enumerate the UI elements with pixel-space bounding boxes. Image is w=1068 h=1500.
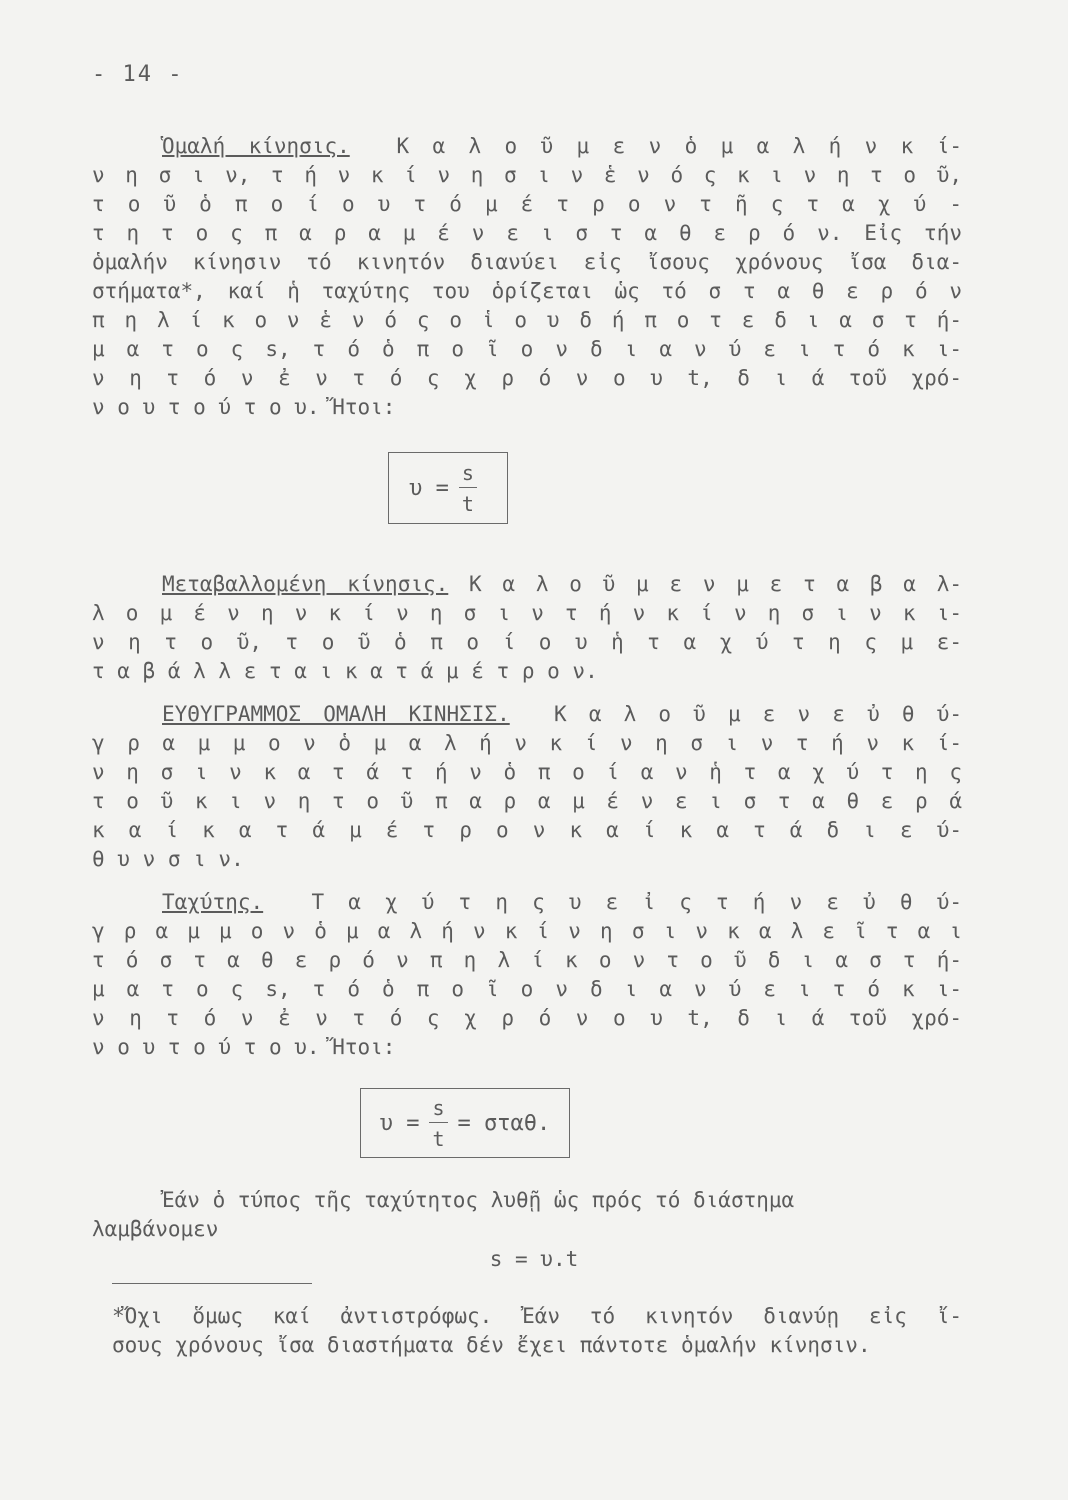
paragraph-velocity xyxy=(92,888,962,1062)
paragraph-variable-motion xyxy=(92,570,962,686)
formula-box-velocity xyxy=(388,452,508,524)
text-line: κ α ί κ α τ ά μ έ τ ρ ο ν κ α ί κ α τ ά δ ι ε ύ- xyxy=(92,818,962,842)
text-line: ν η σ ι ν κ α τ ά τ ή ν ὁ π ο ί α ν ἡ τ α χ ύ τ η ς xyxy=(92,760,962,784)
formula-box-velocity-constant xyxy=(360,1088,570,1158)
section-heading: ΕΥΘΥΓΡΑΜΜΟΣ ΟΜΑΛΗ ΚΙΝΗΣΙΣ. xyxy=(162,702,510,726)
text-line: τ ο ῦ ὁ π ο ί ο υ τ ό μ έ τ ρ ο ν τ ῆ ς τ α χ ύ - xyxy=(92,192,962,216)
text-line: τ η τ ο ς π α ρ α μ έ ν ε ι σ τ α θ ε ρ ό ν. Εἰς τήν xyxy=(92,221,962,245)
paragraph-solve-for-distance xyxy=(92,1186,962,1244)
text-line: ν η σ ι ν, τ ή ν κ ί ν η σ ι ν ἑ ν ό ς κ ι ν η τ ο ῦ, xyxy=(92,163,962,187)
paragraph-rectilinear-uniform-motion xyxy=(92,700,962,874)
text-line: μ α τ ο ς s, τ ό ὁ π ο ῖ ο ν δ ι α ν ύ ε ι τ ό κ ι- xyxy=(92,977,962,1001)
text-line: λαμβάνομεν xyxy=(92,1217,219,1241)
text-line: Μεταβαλλομένη κίνησις. Κ α λ ο ῦ μ ε ν μ ε τ α β α λ- xyxy=(162,572,962,596)
text-line: στήματα*, καί ἡ ταχύτης του ὁρίζεται ὡς τό σ τ α θ ε ρ ό ν xyxy=(92,279,962,303)
text-line: ν η τ ό ν ἐ ν τ ό ς χ ρ ό ν ο υ t, δ ι ά τοῦ χρό- xyxy=(92,366,962,390)
formula-fraction xyxy=(429,1095,447,1151)
footnote-line: σους χρόνους ἴσα διαστήματα δέν ἔχει πάντοτε ὁμαλήν κίνησιν. xyxy=(112,1333,871,1357)
text-line: θ υ ν σ ι ν. xyxy=(92,847,244,871)
fraction-numerator: s xyxy=(429,1098,447,1123)
text-line: Ὁμαλή κίνησις. Κ α λ ο ῦ μ ε ν ὁ μ α λ ή ν κ ί- xyxy=(162,134,962,158)
formula-lhs: υ = xyxy=(379,1110,420,1136)
footnote-line: *Ὄχι ὅμως καί ἀντιστρόφως. Ἐάν τό κινητόν διανύῃ εἰς ἴ- xyxy=(112,1304,962,1328)
text-line: π η λ ί κ ο ν ἑ ν ό ς ο ἱ ο υ δ ή π ο τ ε δ ι α σ τ ή- xyxy=(92,308,962,332)
footnote xyxy=(112,1302,962,1360)
formula-distance: s = υ.t xyxy=(489,1247,579,1271)
text-line: ν ο υ τ ο ύ τ ο υ. Ἤτοι: xyxy=(92,1035,396,1059)
footnote-divider xyxy=(112,1283,312,1284)
page-number: - 14 - xyxy=(92,62,184,87)
text-line: ν ο υ τ ο ύ τ ο υ. Ἤτοι: xyxy=(92,395,396,419)
text-line: γ ρ α μ μ ο ν ὁ μ α λ ή ν κ ί ν η σ ι ν κ α λ ε ῖ τ α ι xyxy=(92,919,962,943)
text-line: τ α β ά λ λ ε τ α ι κ α τ ά μ έ τ ρ ο ν. xyxy=(92,659,598,683)
text-line: τ ο ῦ κ ι ν η τ ο ῦ π α ρ α μ έ ν ε ι σ τ α θ ε ρ ά xyxy=(92,789,962,813)
fraction-numerator: s xyxy=(459,463,477,488)
fraction-denominator: t xyxy=(432,1126,445,1151)
formula-fraction xyxy=(459,460,477,516)
paragraph-uniform-motion xyxy=(92,132,962,422)
fraction-denominator: t xyxy=(461,491,474,516)
text-line: Ἐάν ὁ τύπος τῆς ταχύτητος λυθῇ ὡς πρός τό διάστημα xyxy=(162,1188,795,1212)
formula-rhs: = σταθ. xyxy=(457,1110,551,1136)
formula-lhs: υ = xyxy=(409,475,449,501)
text-line: μ α τ ο ς s, τ ό ὁ π ο ῖ ο ν δ ι α ν ύ ε ι τ ό κ ι- xyxy=(92,337,962,361)
text-line: ν η τ ο ῦ, τ ο ῦ ὁ π ο ί ο υ ἡ τ α χ ύ τ η ς μ ε- xyxy=(92,630,962,654)
text-line: Ταχύτης. Τ α χ ύ τ η ς υ ε ἰ ς τ ή ν ε ὐ θ ύ- xyxy=(162,890,962,914)
section-heading: Ταχύτης. xyxy=(162,890,264,914)
text-line: ν η τ ό ν ἐ ν τ ό ς χ ρ ό ν ο υ t, δ ι ά τοῦ χρό- xyxy=(92,1006,962,1030)
section-heading: Ὁμαλή κίνησις. xyxy=(162,134,350,158)
text-line: τ ό σ τ α θ ε ρ ό ν π η λ ί κ ο ν τ ο ῦ δ ι α σ τ ή- xyxy=(92,948,962,972)
text-line: γ ρ α μ μ ο ν ὁ μ α λ ή ν κ ί ν η σ ι ν τ ή ν κ ί- xyxy=(92,731,962,755)
text-line: ὁμαλήν κίνησιν τό κινητόν διανύει εἰς ἴσους χρόνους ἴσα δια- xyxy=(92,250,962,274)
text-line: λ ο μ έ ν η ν κ ί ν η σ ι ν τ ή ν κ ί ν η σ ι ν κ ι- xyxy=(92,601,962,625)
text-line: ΕΥΘΥΓΡΑΜΜΟΣ ΟΜΑΛΗ ΚΙΝΗΣΙΣ. Κ α λ ο ῦ μ ε ν ε ὐ θ ύ- xyxy=(162,702,962,726)
section-heading: Μεταβαλλομένη κίνησις. xyxy=(162,572,449,596)
